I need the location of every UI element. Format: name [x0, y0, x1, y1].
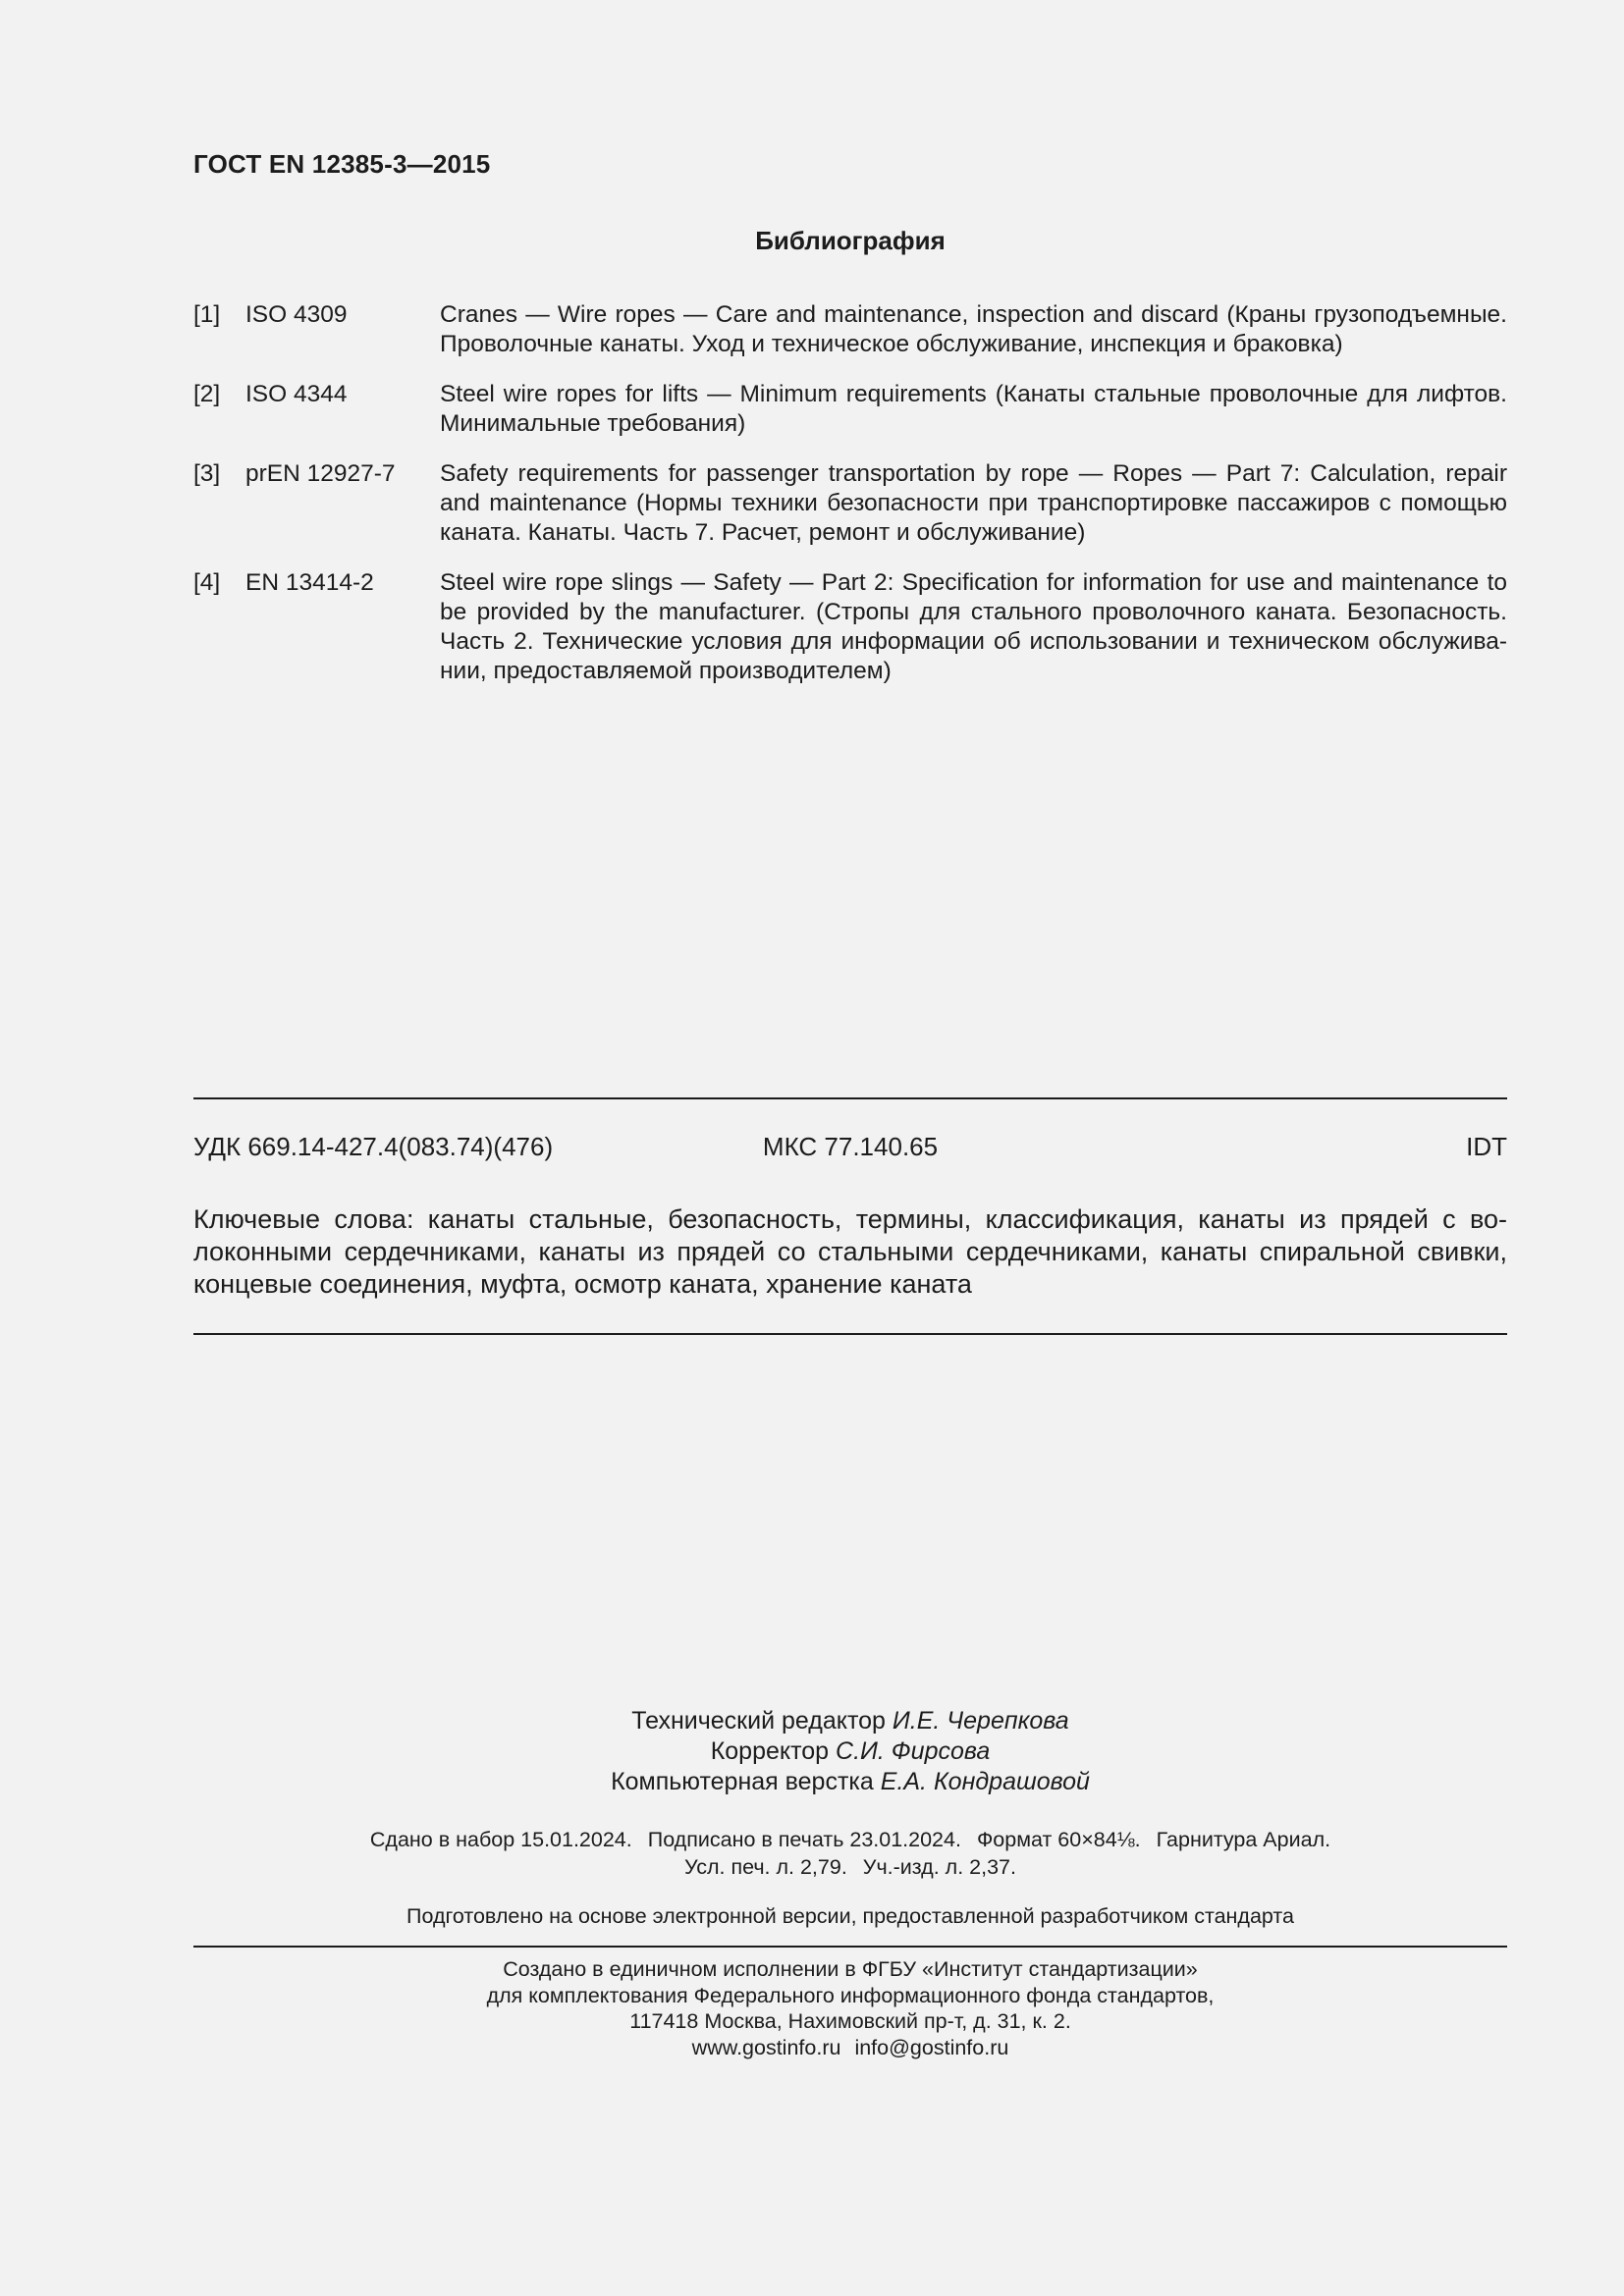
bibliography-entry	[193, 380, 1507, 439]
corrector-label: Корректор	[710, 1737, 830, 1765]
divider-middle	[193, 1333, 1507, 1335]
ref-text: Cranes — Wire ropes — Care and maintenance, inspection and discard (Краны грузоподъемные. Проволочные канаты. Уход и техническое обслуживание, инспекция и браковка)	[440, 301, 1507, 357]
submitted-date: Сдано в набор 15.01.2024.	[369, 1828, 632, 1851]
print-sheets: Усл. печ. л. 2,79.	[683, 1855, 847, 1879]
print-info-line-2	[193, 1853, 1507, 1881]
corrector-name: С.И. Фирсова	[836, 1737, 991, 1765]
ref-number: [2]	[193, 381, 221, 407]
idt-label: IDT	[1466, 1132, 1507, 1161]
corrector-line	[193, 1736, 1507, 1767]
bibliography-title: Библиография	[755, 226, 946, 255]
bibliography-entry	[193, 568, 1507, 686]
layout-line	[193, 1767, 1507, 1797]
layout-label: Компьютерная верстка	[611, 1768, 874, 1795]
ref-code: ISO 4309	[245, 301, 348, 328]
layout-name: Е.А. Кондрашовой	[880, 1768, 1090, 1795]
bibliography-entry	[193, 459, 1507, 548]
ref-code: ISO 4344	[245, 381, 348, 407]
document-id: ГОСТ EN 12385-3—2015	[193, 149, 491, 179]
divider-bottom	[193, 1946, 1507, 1948]
publisher-line-2: для комплектования Федерального информационного фонда стандартов,	[486, 1983, 1215, 2007]
ref-text: Steel wire ropes for lifts — Minimum requirements (Канаты стальные проволочные для лифтов. Минимальные требования)	[440, 381, 1507, 437]
ref-text: Safety requirements for passenger transportation by rope — Ropes — Part 7: Calculation, repair and maintenance (Нормы техники безопасности при транспортировке пассажиров с помощью каната. Канаты. Часть 7. Расчет, ремонт и обслуживание)	[440, 460, 1507, 546]
prepared-note: Подготовлено на основе электронной версии, предоставленной разработчиком стандарта	[406, 1904, 1294, 1928]
tech-editor-line	[193, 1706, 1507, 1736]
divider-top	[193, 1097, 1507, 1099]
ref-code: EN 13414-2	[245, 569, 374, 596]
keywords-paragraph: Ключевые слова: канаты стальные, безопасность, термины, классификация, канаты из прядей с волоконными сердечниками, канаты из прядей со стальными сердечниками, канаты спиральной свивки, концевые соединения, муфта, осмотр каната, хранение каната	[193, 1204, 1507, 1299]
bibliography-list	[193, 300, 1507, 707]
staff-credits	[193, 1706, 1507, 1797]
mks-code: МКС 77.140.65	[762, 1132, 939, 1161]
ref-code: prEN 12927-7	[245, 460, 396, 487]
website-link[interactable]: www.gostinfo.ru	[691, 2035, 841, 2059]
ref-text: Steel wire rope slings — Safety — Part 2: Specification for information for use and maintenance to be provided by the manufacturer. (Стропы для стального проволочного каната. Безопасность. Часть 2. Технические условия для информации об использовании и техническом обслуживании, предоставляемой производителем)	[440, 569, 1507, 684]
publisher-line-1: Создано в единичном исполнении в ФГБУ «Институт стандартизации»	[503, 1957, 1198, 1981]
print-info	[193, 1826, 1507, 1881]
paper-format: Формат 60×84⅛.	[976, 1828, 1141, 1851]
publishing-sheets: Уч.-изд. л. 2,37.	[862, 1855, 1016, 1879]
ref-number: [4]	[193, 569, 221, 596]
publisher-info	[193, 1956, 1507, 2060]
tech-editor-label: Технический редактор	[631, 1707, 886, 1735]
publisher-contacts	[193, 2035, 1507, 2061]
ref-number: [3]	[193, 460, 221, 487]
ref-number: [1]	[193, 301, 221, 328]
bibliography-entry	[193, 300, 1507, 359]
publisher-address: 117418 Москва, Нахимовский пр-т, д. 31, к. 2.	[629, 2009, 1071, 2033]
udk-code: УДК 669.14-427.4(083.74)(476)	[193, 1132, 554, 1161]
print-info-line-1	[193, 1826, 1507, 1853]
email-link[interactable]: info@gostinfo.ru	[854, 2035, 1009, 2059]
signed-date: Подписано в печать 23.01.2024.	[647, 1828, 961, 1851]
typeface: Гарнитура Ариал.	[1156, 1828, 1331, 1851]
tech-editor-name: И.Е. Черепкова	[892, 1707, 1069, 1735]
classification-row	[193, 1132, 1507, 1162]
